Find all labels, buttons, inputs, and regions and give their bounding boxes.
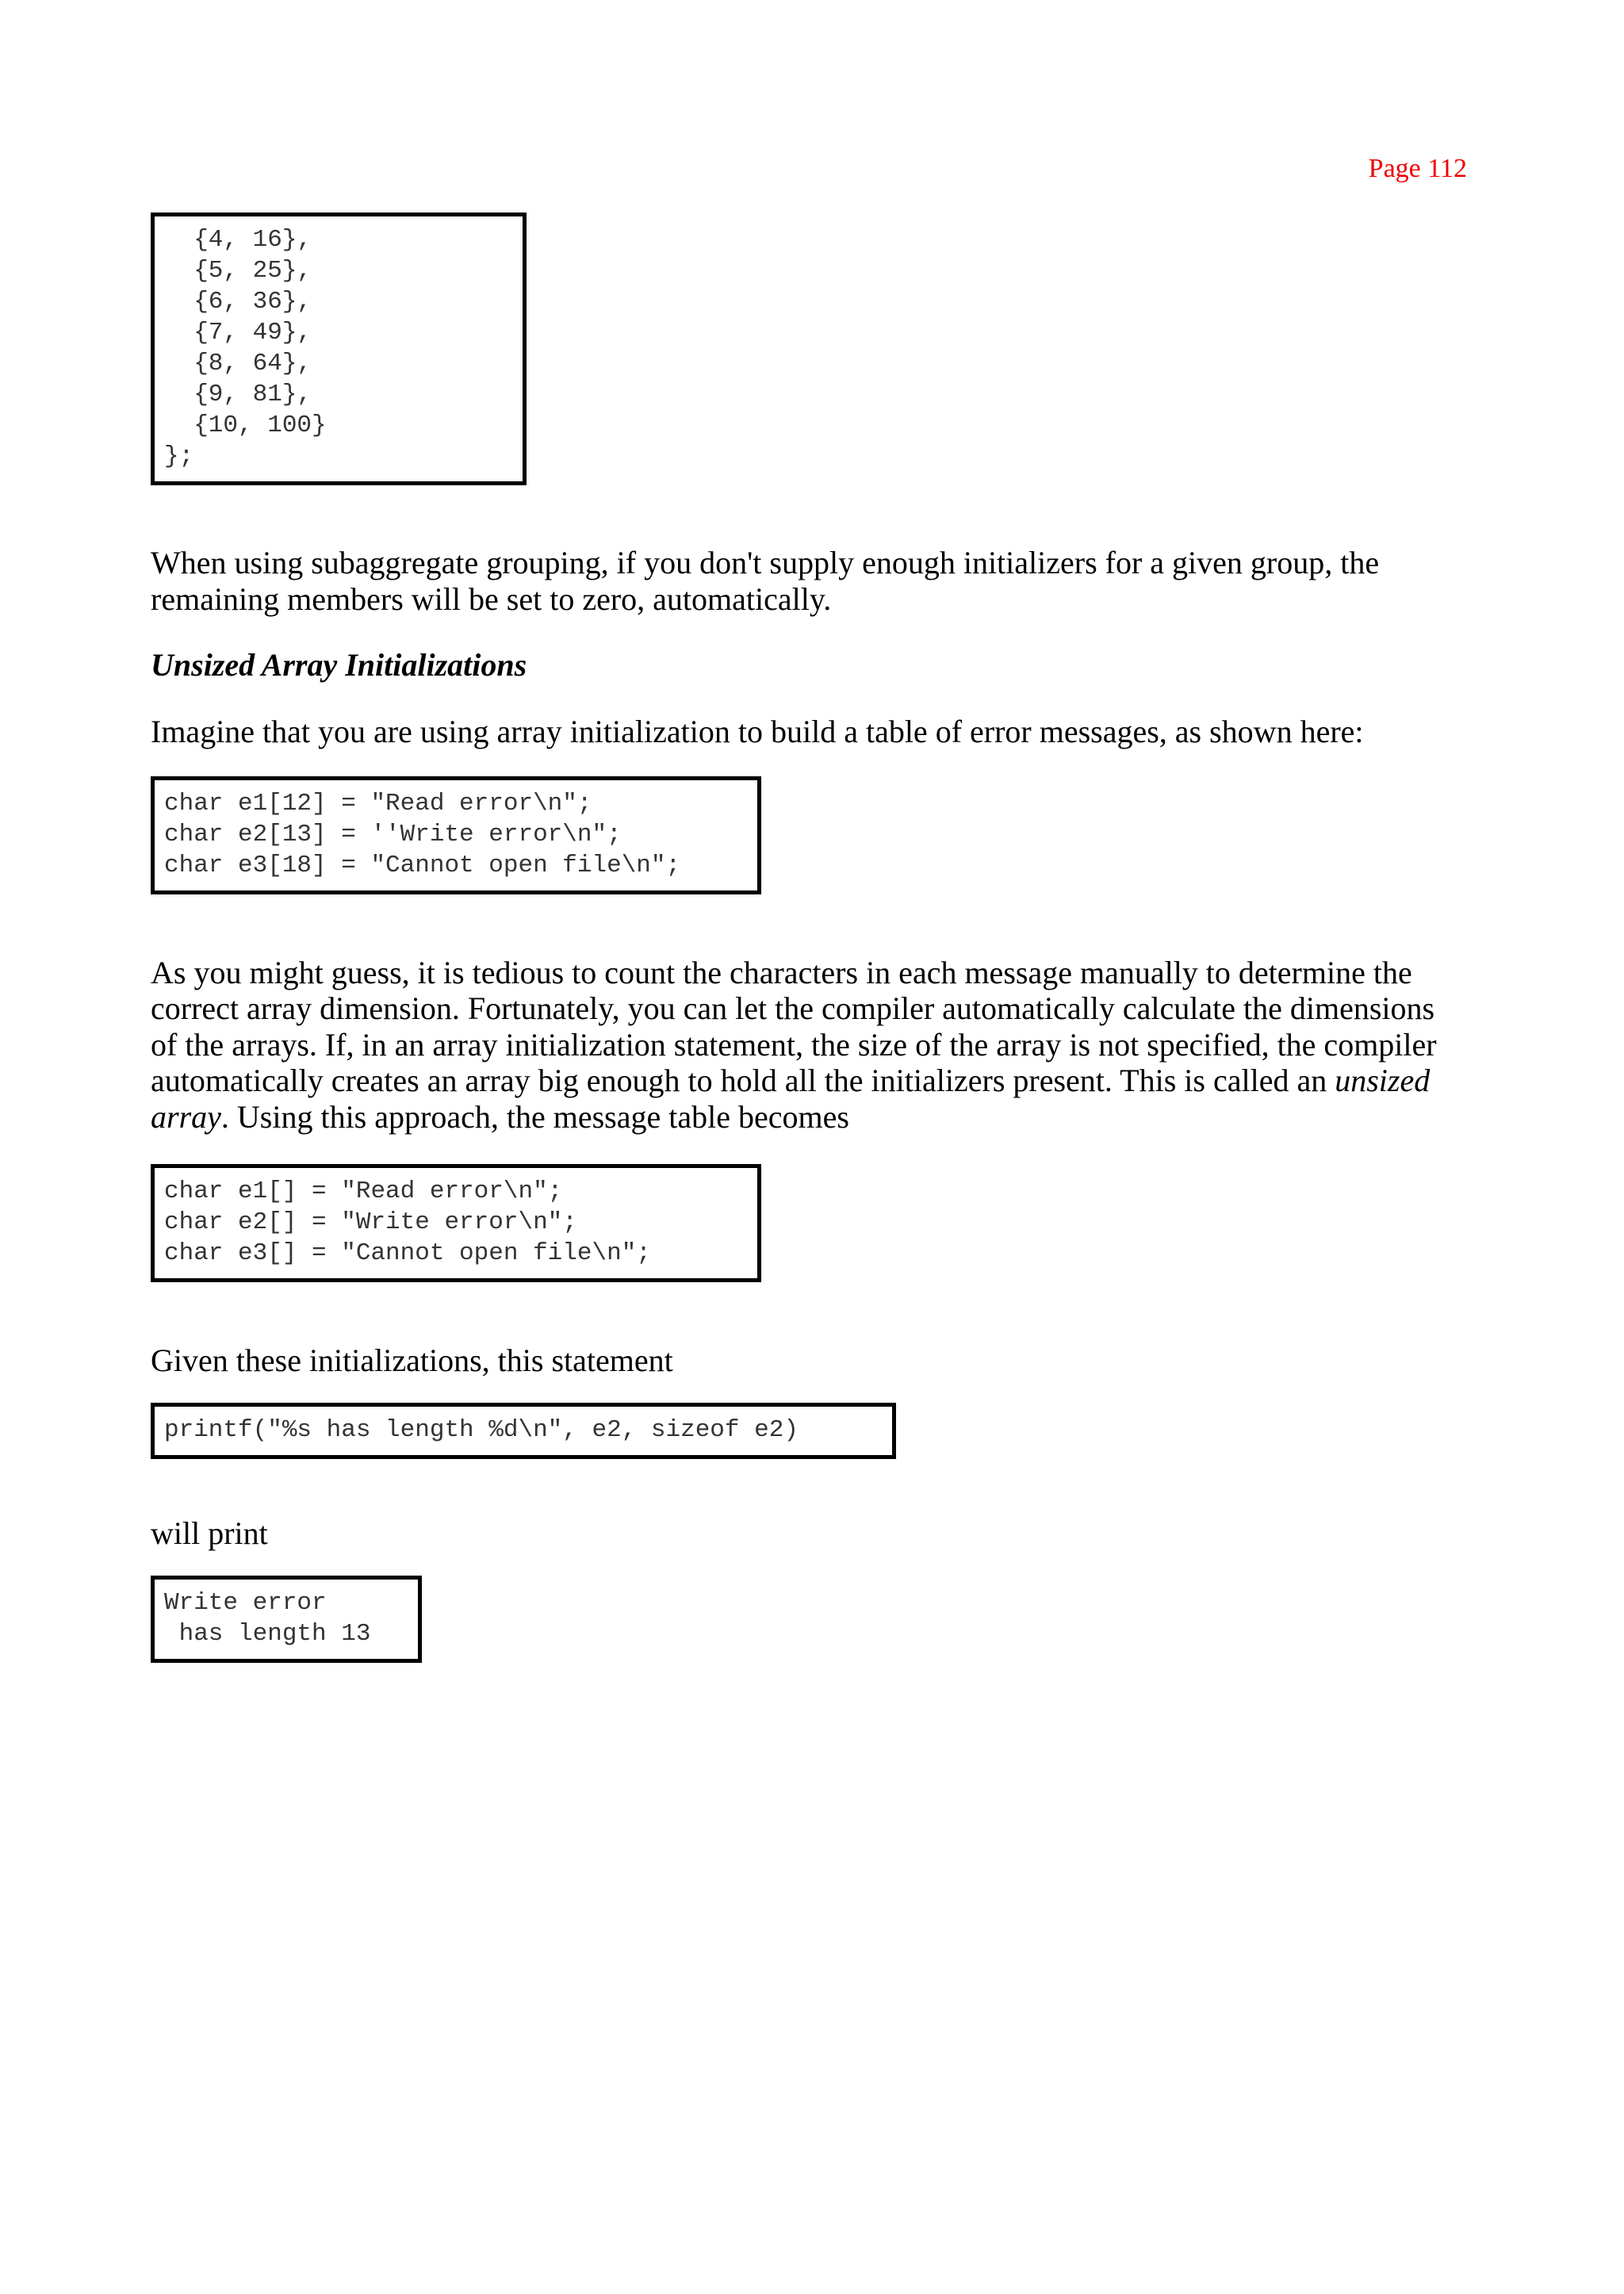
paragraph-imagine: Imagine that you are using array initialization to build a table of error messages, as shown here: bbox=[151, 714, 1364, 749]
section-heading-unsized: Unsized Array Initializations bbox=[151, 647, 527, 683]
paragraph-given: Given these initializations, this statement bbox=[151, 1342, 673, 1378]
code-block-unsized-arrays: char e1[] = "Read error\n"; char e2[] = "Write error\n"; char e3[] = "Cannot open file\n"; bbox=[151, 1164, 761, 1282]
page-content bbox=[151, 210, 1467, 1663]
code-block-table-end: {4, 16}, {5, 25}, {6, 36}, {7, 49}, {8, 64}, {9, 81}, {10, 100} }; bbox=[151, 213, 527, 485]
code-block-output: Write error has length 13 bbox=[151, 1576, 422, 1663]
code-block-sized-arrays: char e1[12] = "Read error\n"; char e2[13] = ''Write error\n"; char e3[18] = "Cannot open file\n"; bbox=[151, 776, 761, 894]
paragraph-will-print: will print bbox=[151, 1515, 268, 1551]
page-number: Page 112 bbox=[1368, 154, 1467, 183]
paragraph-text-before: As you might guess, it is tedious to count the characters in each message manually to determine the correct array dimension. Fortunately, you can let the compiler automatically calculate the dimensions of the arrays. If, in an array initialization statement, the size of the array is not specified, the compiler automatically creates an array big enough to hold all the initializers present. This is called an bbox=[151, 954, 1437, 1098]
code-block-printf: printf("%s has length %d\n", e2, sizeof e2) bbox=[151, 1403, 896, 1459]
paragraph-unsized-explanation bbox=[151, 955, 1467, 1136]
term-unsized-array: unsized array bbox=[151, 1063, 1431, 1135]
paragraph-subaggregate: When using subaggregate grouping, if you don't supply enough initializers for a given group, the remaining members will be set to zero, automatically. bbox=[151, 545, 1380, 617]
paragraph-text-after: . Using this approach, the message table becomes bbox=[220, 1098, 849, 1135]
